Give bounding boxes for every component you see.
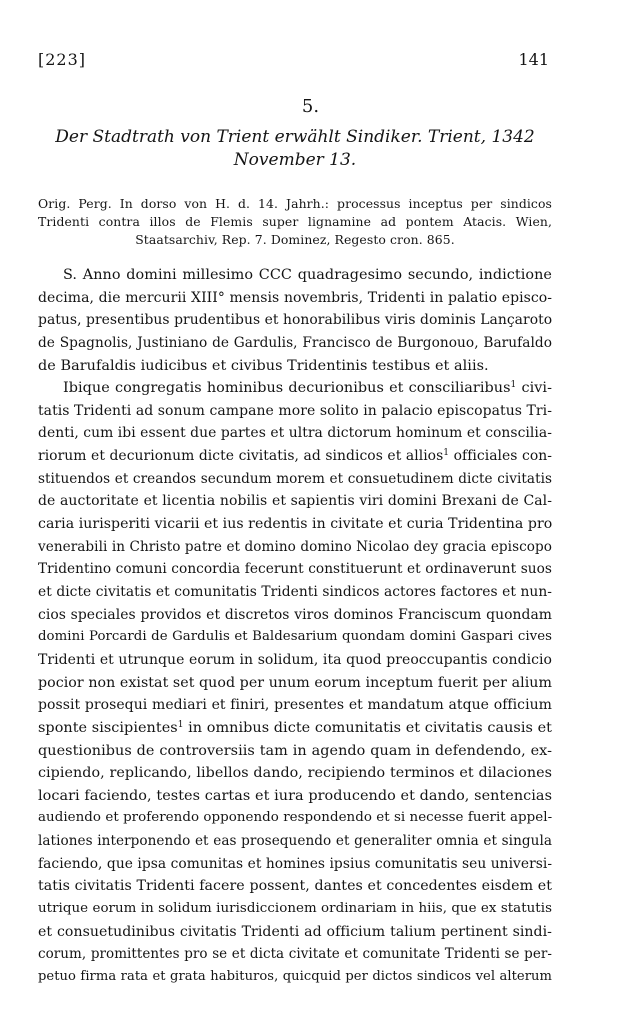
footnote-mark: 1 [510, 380, 517, 390]
text-line: tatis civitatis Tridenti facere possent, dantes et concedentes eisdem et [38, 878, 552, 895]
text-line: pocior non existat set quod per unum eorum inceptum fuerit per alium [38, 674, 552, 691]
text-line: tatis Tridenti ad sonum campane more solito in palacio episcopatus Tri- [38, 402, 552, 419]
text-line: Tridentino comuni concordia fecerunt constituerunt et ordinaverunt suos [38, 561, 552, 578]
text-line: audiendo et proferendo opponendo respondendo et si necesse fuerit appel- [38, 810, 553, 826]
text-line: sponte siscipientes$^1$ in omnibus dicte comunitatis et civitatis causis et [38, 719, 552, 736]
text-line: locari faciendo, testes cartas et iura producendo et dando, sentencias [38, 787, 552, 804]
footnote-mark: 1 [443, 447, 450, 458]
text-line: decima, die mercurii XIII° mensis novembris, Tridenti in palatio episco- [38, 289, 552, 306]
text-line: petuo firma rata et grata habituros, quicquid per dictos sindicos vel alterum [38, 969, 552, 985]
text-line: S. Anno domini millesimo CCC quadragesimo secundo, indictione [63, 267, 552, 283]
text-line: stituendos et creandos secundum morem et consuetudinem dicte civitatis [38, 470, 552, 487]
text-line: lationes interponendo et eas prosequendo et generaliter omnia et singula [38, 833, 552, 850]
text-line: et dicte civitatis et comunitatis Tridenti sindicos actores factores et nun- [38, 583, 552, 600]
text-line: et consuetudinibus civitatis Tridenti ad officium talium pertinent sindi- [38, 923, 552, 940]
text-line: Ibique congregatis hominibus decurionibus et consciliaribus$^1$ civi- [63, 380, 552, 396]
text-line: utrique eorum in solidum iurisdiccionem ordinariam in hiis, que ex statutis [38, 901, 552, 917]
document-number: 5. [301, 96, 320, 117]
paragraph-2 [38, 377, 552, 989]
page-number: 141 [518, 50, 549, 69]
text-line: caria iurisperiti vicarii et ius redentis in civitate et curia Tridentina pro [38, 515, 553, 532]
text-line: venerabili in Christo patre et domino domino Nicolao dey gracia episcopo [38, 538, 552, 555]
text-line: de auctoritate et licentia nobilis et sapientis viri domini Brexani de Cal- [38, 493, 552, 510]
page-reference: [223] [38, 50, 87, 69]
text-line: corum, promittentes pro se et dicta civitate et comunitate Tridenti se per- [38, 946, 552, 963]
paragraph-1 [38, 264, 552, 377]
text-line: domini Porcardi de Gardulis et Baldesarium quondam domini Gaspari cives [38, 629, 552, 645]
running-header [38, 50, 549, 72]
text-line: Tridenti et utrunque eorum in solidum, ita quod preoccupantis condicio [38, 651, 552, 668]
text-line: cipiendo, replicando, libellos dando, recipiendo terminos et dilaciones [38, 765, 552, 782]
text-line: patus, presentibus prudentibus et honorabilibus viris dominis Lançaroto [38, 312, 553, 329]
text-line: denti, cum ibi essent due partes et ultra dictorum hominum et conscilia- [38, 425, 552, 442]
text-line: cios speciales providos et discretos viros dominos Franciscum quondam [38, 606, 552, 623]
text-line: questionibus de controversiis tam in agendo quam in defendendo, ex- [38, 742, 552, 759]
text-line: faciendo, que ipsa comunitas et homines ipsius comunitatis seu universi- [38, 855, 553, 872]
text-line: de Spagnolis, Justiniano de Gardulis, Francisco de Burgonouo, Barufaldo [38, 334, 552, 351]
text-line: possit prosequi mediari et finiri, presentes et mandatum atque officium [38, 697, 552, 714]
text-line: de Barufaldis iudicibus et civibus Tridentinis testibus et aliis. [38, 357, 489, 374]
footnote-mark: 1 [177, 719, 184, 730]
provenance-note: Orig. Perg. In dorso von H. d. 14. Jahrh.: processus inceptus per sindicos Tridenti contra illos de Flemis super lignamine ad pontem Atacis. Wien, Staatsarchiv, Rep. 7. Dominez, Regesto cron. 865. [38, 196, 552, 247]
text-line: riorum et decurionum dicte civitatis, ad sindicos et allios$^1$ officiales con- [38, 447, 553, 464]
document-title: Der Stadtrath von Trient erwählt Sindiker. Trient, 1342 November 13. [55, 127, 535, 170]
